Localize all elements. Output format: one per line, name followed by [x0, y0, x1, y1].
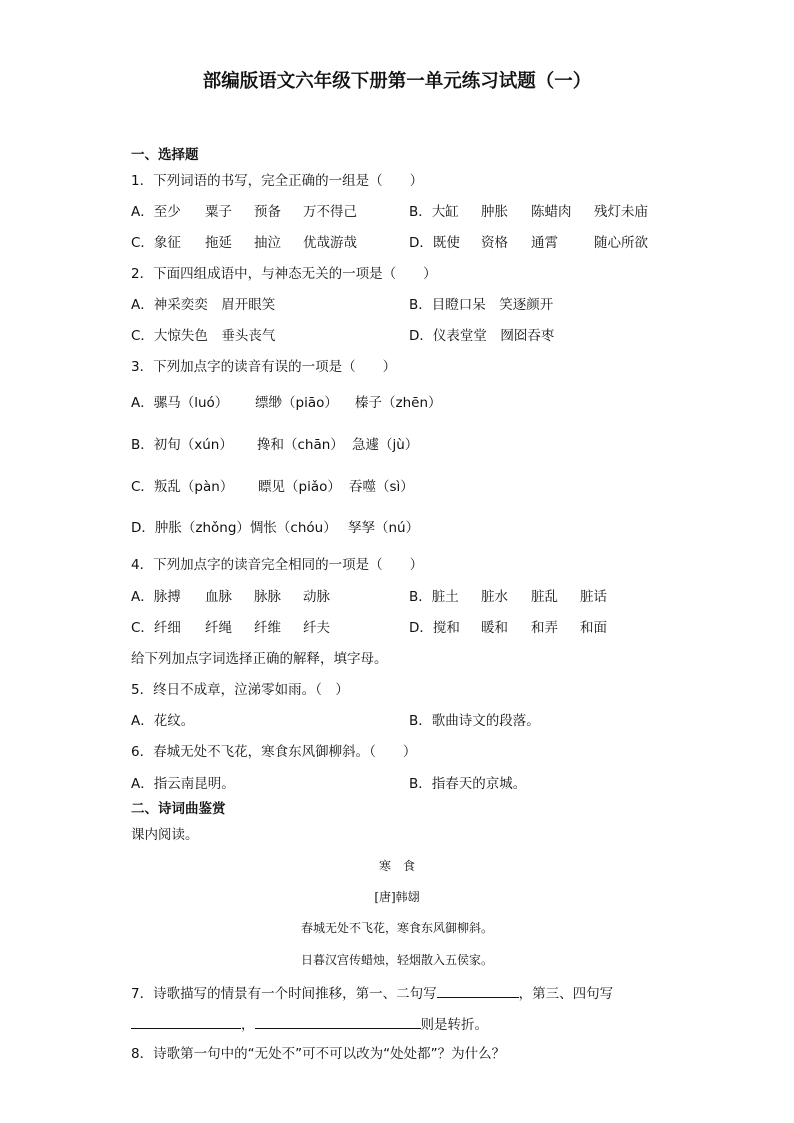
- answer-blank[interactable]: [255, 1014, 421, 1029]
- q3-option-b-item: 急遽（jù）: [352, 437, 419, 453]
- q3-option-a-item: 榛子（zhēn）: [355, 395, 442, 411]
- question-7-line-2: [131, 1014, 488, 1034]
- q1-option-a-word: 预备: [254, 204, 281, 220]
- q2-option-c: C．大惊失色 垂头丧气: [131, 328, 276, 344]
- q1-option-c-label: C．象征: [131, 235, 181, 251]
- q1-option-d-word: 资格: [481, 235, 508, 251]
- q1-option-c-word: 优哉游哉: [303, 235, 357, 251]
- q1-option-b-word: 残灯未庙: [594, 204, 648, 220]
- q3-option-d-item: 孥孥（nú）: [348, 520, 420, 536]
- q5-option-b: B．歌曲诗文的段落。: [409, 713, 540, 729]
- answer-blank[interactable]: [131, 1014, 241, 1029]
- question-7-line-1: [131, 983, 613, 1003]
- q1-option-d-label: D．既使: [409, 235, 460, 251]
- q3-option-a-item: A．骡马（luó）: [131, 395, 229, 411]
- q4-option-c-word: 纤夫: [303, 620, 330, 636]
- q4-option-b-word: 脏乱: [531, 589, 558, 605]
- question-2-stem: 2．下面四组成语中，与神态无关的一项是（ ）: [131, 266, 437, 282]
- question-6-stem: 6．春城无处不飞花，寒食东风御柳斜。（ ）: [131, 744, 417, 760]
- q1-option-a-word: 粟子: [205, 204, 232, 220]
- q1-option-b-word: 陈蜡肉: [531, 204, 572, 220]
- question-5-stem: 5．终日不成章，泣涕零如雨。（ ）: [131, 682, 349, 698]
- q5-option-a: A．花纹。: [131, 713, 195, 729]
- q4-option-b-word: 脏水: [481, 589, 508, 605]
- q1-option-a-label: A．至少: [131, 204, 181, 220]
- q2-option-b: B．目瞪口呆 笑逐颜开: [409, 297, 554, 313]
- question-4-stem: 4．下列加点字的读音完全相同的一项是（ ）: [131, 557, 424, 573]
- q1-option-d-word: 随心所欲: [594, 235, 648, 251]
- question-1-stem: 1．下列词语的书写，完全正确的一组是（ ）: [131, 173, 424, 189]
- q4-option-a-word: 血脉: [205, 589, 232, 605]
- question-3-stem: 3．下列加点字的读音有误的一项是（ ）: [131, 359, 397, 375]
- page-title: 部编版语文六年级下册第一单元练习试题（一）: [202, 71, 592, 92]
- q7-text-part4: 则是转折。: [420, 1017, 488, 1033]
- q1-option-c-word: 拖延: [205, 235, 232, 251]
- q6-option-b: B．指春天的京城。: [409, 776, 527, 792]
- poem-title: 寒 食: [378, 859, 415, 873]
- q4-option-b-label: B．脏土: [409, 589, 459, 605]
- reading-label: 课内阅读。: [131, 827, 199, 843]
- q7-text-part3: ，: [241, 1017, 255, 1033]
- q2-option-d: D．仪表堂堂 囫囵吞枣: [409, 328, 555, 344]
- question-8-stem: 8．诗歌第一句中的“无处不”可不可以改为“处处都”？为什么？: [131, 1046, 506, 1062]
- q4-option-a-word: 脉脉: [254, 589, 281, 605]
- q4-option-d-word: 暖和: [481, 620, 508, 636]
- q4-option-d-word: 和面: [580, 620, 607, 636]
- q3-option-c-item: 瞟见（piǎo）: [258, 479, 341, 495]
- q1-option-b-label: B．大缸: [409, 204, 459, 220]
- q4-option-c-word: 纤绳: [205, 620, 232, 636]
- poem-line-1: 春城无处不飞花，寒食东风御柳斜。: [300, 921, 493, 935]
- q3-option-b-item: B．初旬（xún）: [131, 437, 233, 453]
- q1-option-a-word: 万不得己: [303, 204, 357, 220]
- q1-option-c-word: 抽泣: [254, 235, 281, 251]
- q4-option-d-word: 和弄: [531, 620, 558, 636]
- instruction-text: 给下列加点字词选择正确的解释，填字母。: [131, 651, 388, 667]
- q2-option-a: A．神采奕奕 眉开眼笑: [131, 297, 276, 313]
- answer-blank[interactable]: [437, 983, 519, 998]
- q4-option-a-label: A．脉搏: [131, 589, 181, 605]
- q3-option-a-item: 缥缈（piāo）: [255, 395, 338, 411]
- q6-option-a: A．指云南昆明。: [131, 776, 235, 792]
- section-heading-poetry: 二、诗词曲鉴赏: [131, 801, 226, 817]
- section-heading-choice: 一、选择题: [131, 147, 199, 163]
- q4-option-b-word: 脏话: [580, 589, 607, 605]
- q1-option-b-word: 肿胀: [481, 204, 508, 220]
- q3-option-b-item: 搀和（chān）: [257, 437, 344, 453]
- q7-text-part1: 7．诗歌描写的情景有一个时间推移，第一、二句写: [131, 986, 437, 1002]
- poem-line-2: 日暮汉宫传蜡烛，轻烟散入五侯家。: [300, 953, 493, 967]
- q7-text-part2: ，第三、四句写: [518, 986, 614, 1002]
- q4-option-c-label: C．纤细: [131, 620, 181, 636]
- q3-option-d-item: D．肿胀（zhǒng）惆怅（chóu）: [131, 520, 337, 536]
- q3-option-c-item: C．叛乱（pàn）: [131, 479, 234, 495]
- q4-option-d-label: D．搅和: [409, 620, 460, 636]
- q4-option-a-word: 动脉: [303, 589, 330, 605]
- q1-option-d-word: 通霄: [531, 235, 558, 251]
- poem-author: [唐]韩翃: [374, 890, 420, 904]
- q3-option-c-item: 吞噬（sì）: [349, 479, 414, 495]
- q4-option-c-word: 纤维: [254, 620, 281, 636]
